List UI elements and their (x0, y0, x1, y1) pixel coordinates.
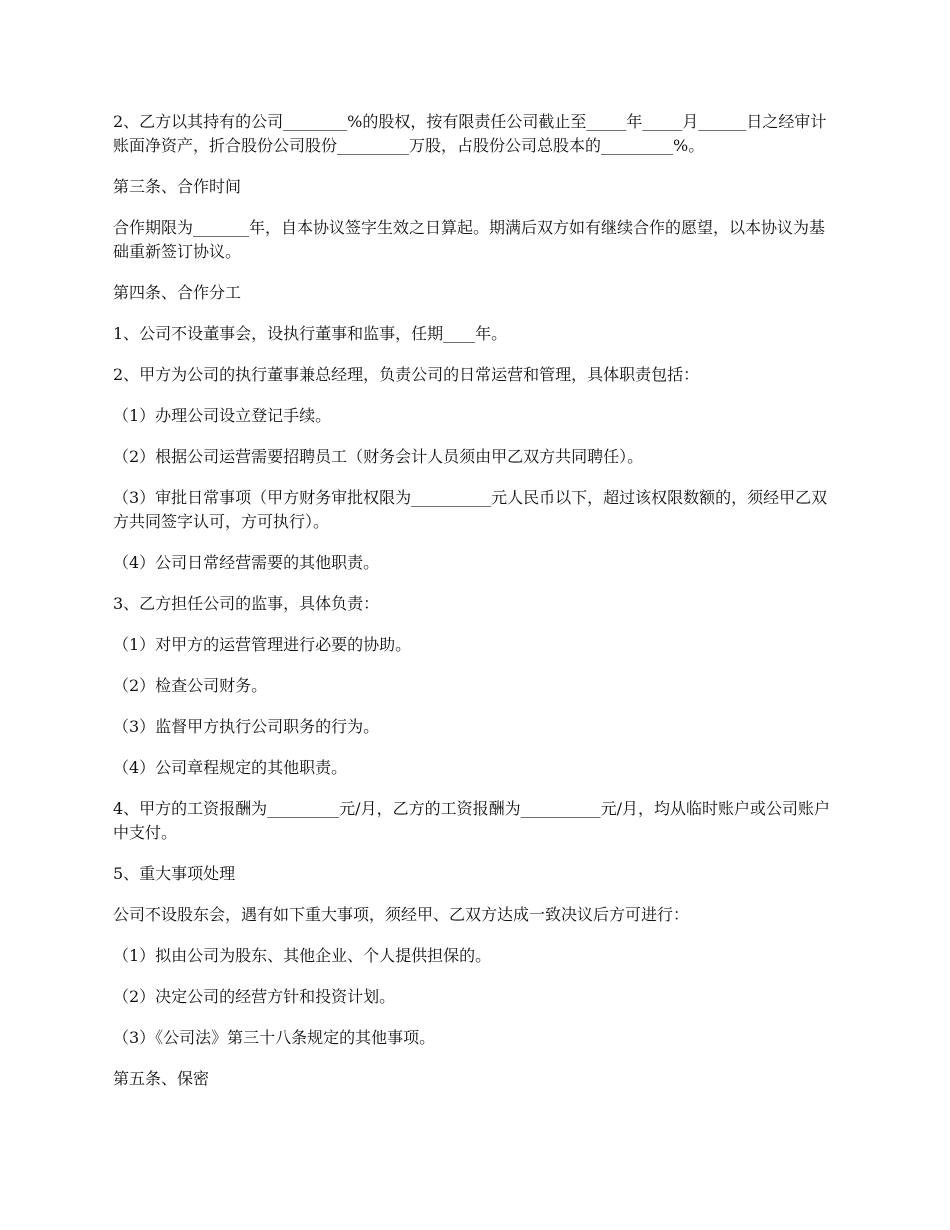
list-item-b4: （4）公司章程规定的其他职责。 (113, 758, 348, 777)
list-item-a1: （1）办理公司设立登记手续。 (113, 406, 332, 425)
heading-major-matters: 5、重大事项处理 (113, 864, 236, 883)
list-item-b2: （2）检查公司财务。 (113, 676, 268, 695)
paragraph-party-b-duties: 3、乙方担任公司的监事，具体负责： (113, 594, 380, 613)
document-page (113, 110, 833, 1108)
paragraph-major-matters: 公司不设股东会，遇有如下重大事项，须经甲、乙双方达成一致决议后方可进行： (113, 905, 690, 924)
list-item-a2: （2）根据公司运营需要招聘员工（财务会计人员须由甲乙双方共同聘任）。 (113, 447, 644, 466)
heading-article-4: 第四条、合作分工 (113, 283, 242, 302)
paragraph-cooperation-term: 合作期限为_______年，自本协议签字生效之日算起。期满后双方如有继续合作的愿望，以本协议为基础重新签订协议。 (113, 218, 826, 261)
list-item-a3: （3）审批日常事项（甲方财务审批权限为__________元人民币以下，超过该权限数额的，须经甲乙双方共同签字认可，方可执行）。 (113, 488, 828, 531)
heading-article-5: 第五条、保密 (113, 1069, 210, 1088)
paragraph-share-transfer: 2、乙方以其持有的公司________%的股权，按有限责任公司截止至_____年_____月______日之经审计账面净资产，折合股份公司股份_________万股，占股份公司总股本的_________%。 (113, 112, 827, 155)
list-item-a4: （4）公司日常经营需要的其他职责。 (113, 553, 380, 572)
paragraph-party-a-duties: 2、甲方为公司的执行董事兼总经理，负责公司的日常运营和管理，具体职责包括： (113, 365, 700, 384)
list-item-m1: （1）拟由公司为股东、其他企业、个人提供担保的。 (113, 946, 492, 965)
list-item-m2: （2）决定公司的经营方针和投资计划。 (113, 987, 396, 1006)
paragraph-salary: 4、甲方的工资报酬为_________元/月，乙方的工资报酬为__________元/月，均从临时账户或公司账户中支付。 (113, 799, 830, 842)
list-item-b3: （3）监督甲方执行公司职务的行为。 (113, 717, 380, 736)
list-item-b1: （1）对甲方的运营管理进行必要的协助。 (113, 635, 412, 654)
heading-article-3: 第三条、合作时间 (113, 177, 242, 196)
paragraph-board-setup: 1、公司不设董事会，设执行董事和监事，任期____年。 (113, 324, 508, 343)
list-item-m3: （3）《公司法》第三十八条规定的其他事项。 (113, 1028, 436, 1047)
